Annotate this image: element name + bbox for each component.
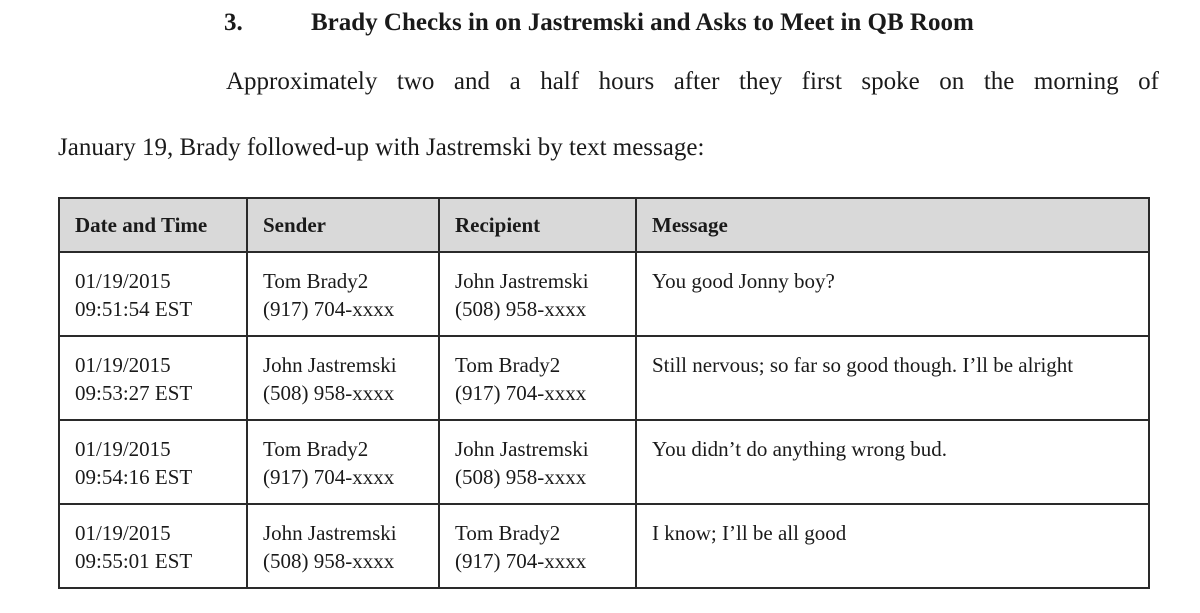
message-cell: I know; I’ll be all good: [636, 504, 1149, 588]
sender-name: John Jastremski: [263, 353, 397, 377]
message-cell: Still nervous; so far so good though. I’ll be alright: [636, 336, 1149, 420]
sender-cell: [247, 336, 439, 420]
recipient-cell: [439, 336, 636, 420]
recipient-name: Tom Brady2: [455, 353, 561, 377]
message-cell: You good Jonny boy?: [636, 252, 1149, 336]
recipient-name: John Jastremski: [455, 437, 589, 461]
sender-phone: (508) 958-xxxx: [263, 549, 395, 573]
recipient-phone: (508) 958-xxxx: [455, 465, 587, 489]
header-recipient: Recipient: [439, 198, 636, 252]
sender-phone: (917) 704-xxxx: [263, 297, 395, 321]
message-cell: You didn’t do anything wrong bud.: [636, 420, 1149, 504]
sender-name: Tom Brady2: [263, 437, 369, 461]
header-sender: Sender: [247, 198, 439, 252]
table-row: [59, 252, 1149, 336]
date: 01/19/2015: [75, 437, 171, 461]
sender-name: Tom Brady2: [263, 269, 369, 293]
recipient-name: John Jastremski: [455, 269, 589, 293]
recipient-phone: (508) 958-xxxx: [455, 297, 587, 321]
time: 09:55:01 EST: [75, 549, 193, 573]
date-time-cell: [59, 336, 247, 420]
recipient-phone: (917) 704-xxxx: [455, 381, 587, 405]
section-number: 3.: [224, 9, 243, 36]
intro-paragraph-line-1: Approximately two and a half hours after they first spoke on the morning of: [226, 68, 1159, 95]
date-time-cell: [59, 420, 247, 504]
sender-phone: (508) 958-xxxx: [263, 381, 395, 405]
sender-phone: (917) 704-xxxx: [263, 465, 395, 489]
date: 01/19/2015: [75, 269, 171, 293]
date-time-cell: [59, 504, 247, 588]
sender-cell: [247, 504, 439, 588]
recipient-cell: [439, 252, 636, 336]
sender-cell: [247, 252, 439, 336]
time: 09:54:16 EST: [75, 465, 193, 489]
section-title: Brady Checks in on Jastremski and Asks to Meet in QB Room: [311, 9, 974, 36]
date-time-cell: [59, 252, 247, 336]
table-header-row: [59, 198, 1149, 252]
table-row: [59, 336, 1149, 420]
sender-cell: [247, 420, 439, 504]
header-date-and-time: Date and Time: [59, 198, 247, 252]
recipient-phone: (917) 704-xxxx: [455, 549, 587, 573]
time: 09:53:27 EST: [75, 381, 193, 405]
text-message-table: [58, 197, 1150, 589]
header-message: Message: [636, 198, 1149, 252]
time: 09:51:54 EST: [75, 297, 193, 321]
date: 01/19/2015: [75, 521, 171, 545]
intro-paragraph-line-2: January 19, Brady followed-up with Jastremski by text message:: [58, 134, 705, 161]
table-row: [59, 504, 1149, 588]
recipient-cell: [439, 504, 636, 588]
recipient-cell: [439, 420, 636, 504]
sender-name: John Jastremski: [263, 521, 397, 545]
recipient-name: Tom Brady2: [455, 521, 561, 545]
section-heading: [0, 5, 1200, 41]
table-row: [59, 420, 1149, 504]
date: 01/19/2015: [75, 353, 171, 377]
